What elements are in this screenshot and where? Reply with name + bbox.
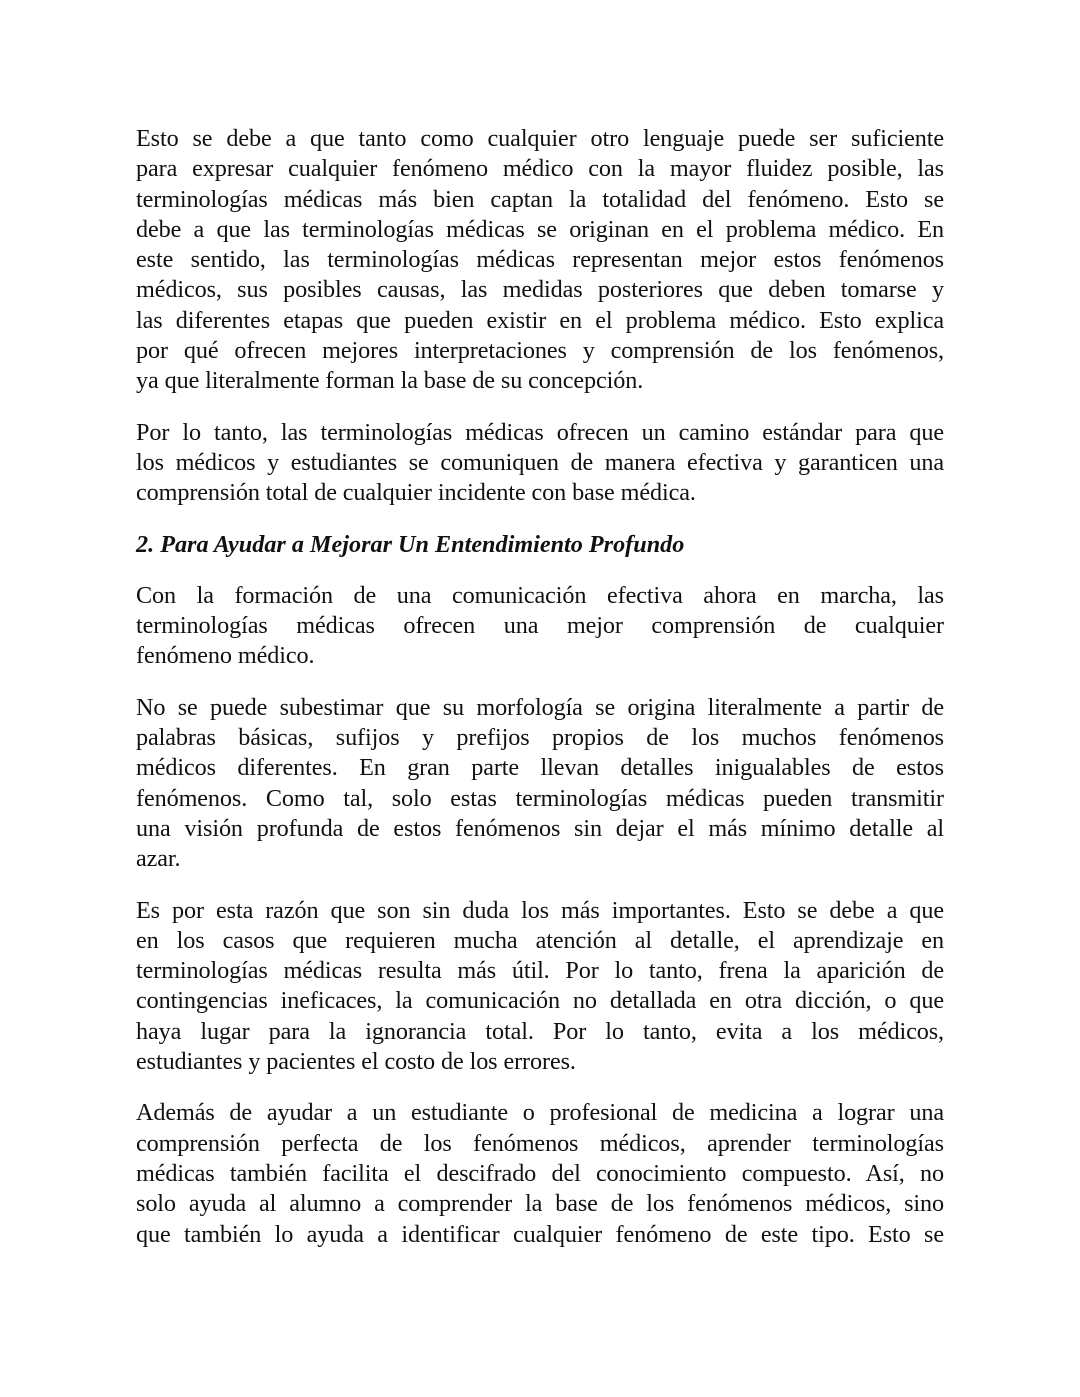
text-line: No se puede subestimar que su morfología se origina literalmente a partir de <box>136 693 944 721</box>
text-line: fenómeno médico. <box>136 642 315 670</box>
text-line: médicas también facilita el descifrado del conocimiento compuesto. Así, no <box>136 1159 944 1187</box>
text-line: ya que literalmente forman la base de su concepción. <box>136 367 644 395</box>
text-line: Por lo tanto, las terminologías médicas ofrecen un camino estándar para que <box>136 418 944 446</box>
text-line: estudiantes y pacientes el costo de los errores. <box>136 1048 576 1076</box>
text-line: por qué ofrecen mejores interpretaciones y comprensión de los fenómenos, <box>136 337 944 365</box>
paragraph-5 <box>136 896 944 1078</box>
paragraph-3 <box>136 581 944 672</box>
text-line: los médicos y estudiantes se comuniquen de manera efectiva y garanticen una <box>136 448 944 476</box>
paragraph-2 <box>136 418 944 509</box>
text-line: Además de ayudar a un estudiante o profesional de medicina a lograr una <box>136 1099 944 1127</box>
text-line: una visión profunda de estos fenómenos sin dejar el más mínimo detalle al <box>136 814 944 842</box>
text-line: debe a que las terminologías médicas se originan en el problema médico. En <box>136 215 944 243</box>
text-line: este sentido, las terminologías médicas representan mejor estos fenómenos <box>136 246 944 274</box>
text-line: comprensión total de cualquier incidente con base médica. <box>136 479 696 507</box>
text-line: terminologías médicas resulta más útil. Por lo tanto, frena la aparición de <box>136 957 944 985</box>
text-line: comprensión perfecta de los fenómenos médicos, aprender terminologías <box>136 1129 944 1157</box>
text-line: médicos, sus posibles causas, las medidas posteriores que deben tomarse y <box>136 276 944 304</box>
text-line: palabras básicas, sufijos y prefijos propios de los muchos fenómenos <box>136 724 944 752</box>
paragraph-6 <box>136 1098 944 1249</box>
paragraph-4 <box>136 693 944 875</box>
document-page <box>136 124 944 1271</box>
section-heading: 2. Para Ayudar a Mejorar Un Entendimiento Profundo <box>136 530 685 558</box>
text-line: haya lugar para la ignorancia total. Por lo tanto, evita a los médicos, <box>136 1017 944 1045</box>
text-line: terminologías médicas más bien captan la totalidad del fenómeno. Esto se <box>136 185 944 213</box>
text-line: terminologías médicas ofrecen una mejor comprensión de cualquier <box>136 612 944 640</box>
text-line: para expresar cualquier fenómeno médico con la mayor fluidez posible, las <box>136 155 944 183</box>
text-line: Es por esta razón que son sin duda los más importantes. Esto se debe a que <box>136 896 944 924</box>
text-line: que también lo ayuda a identificar cualquier fenómeno de este tipo. Esto se <box>136 1220 944 1248</box>
text-line: Con la formación de una comunicación efectiva ahora en marcha, las <box>136 581 944 609</box>
text-line: Esto se debe a que tanto como cualquier otro lenguaje puede ser suficiente <box>136 125 944 152</box>
text-line: médicos diferentes. En gran parte llevan detalles inigualables de estos <box>136 754 944 782</box>
text-line: solo ayuda al alumno a comprender la base de los fenómenos médicos, sino <box>136 1190 944 1218</box>
text-line: contingencias ineficaces, la comunicación no detallada en otra dicción, o que <box>136 987 944 1015</box>
text-line: fenómenos. Como tal, solo estas terminologías médicas pueden transmitir <box>136 784 944 812</box>
paragraph-1 <box>136 124 944 397</box>
text-line: en los casos que requieren mucha atención al detalle, el aprendizaje en <box>136 926 944 954</box>
text-line: las diferentes etapas que pueden existir en el problema médico. Esto explica <box>136 306 944 334</box>
text-line: azar. <box>136 845 181 873</box>
